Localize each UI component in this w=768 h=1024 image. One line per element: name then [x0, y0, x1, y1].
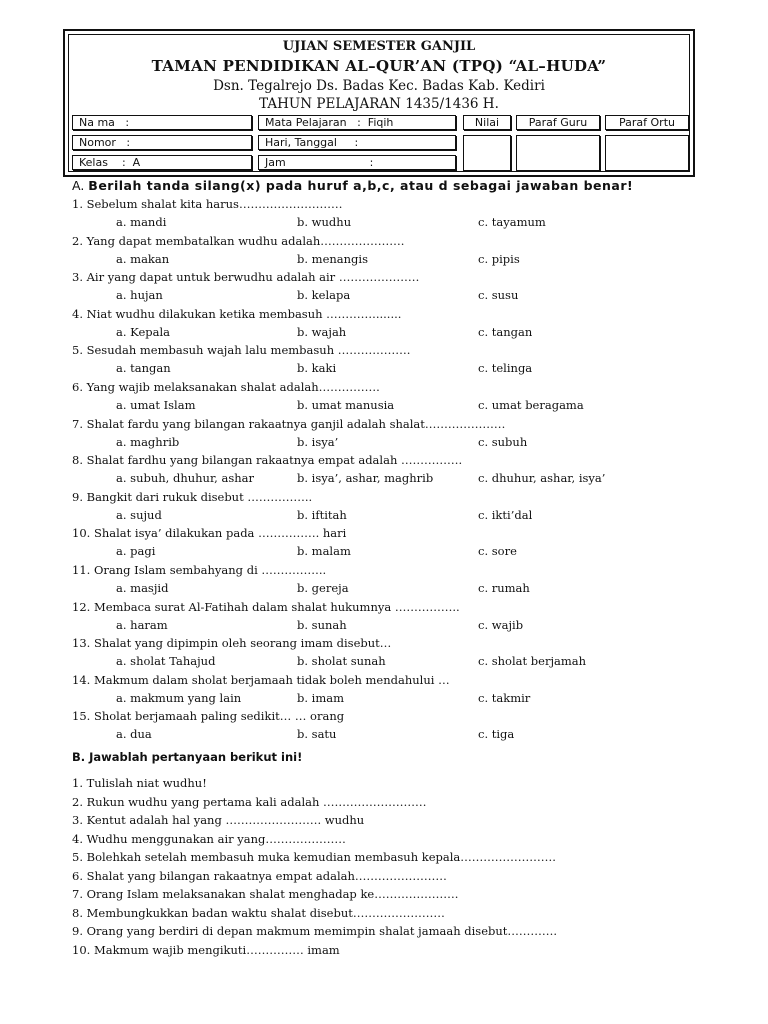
answer-option-b[interactable]: b. wajah — [297, 324, 347, 339]
score-header: Nilai — [463, 115, 511, 130]
answer-option-c[interactable]: c. tiga — [478, 727, 515, 742]
answer-option-b[interactable]: b. wudhu — [297, 215, 352, 229]
essay-question: 7. Orang Islam melaksanakan shalat menghadap ke…………………. — [72, 887, 459, 901]
class-field[interactable]: Kelas : A — [72, 155, 252, 170]
answer-option-a[interactable]: a. makmum yang lain — [116, 690, 242, 705]
question-text: 15. Sholat berjamaah paling sedikit… … orang — [72, 709, 345, 724]
answer-option-b[interactable]: b. isya’ — [297, 434, 339, 449]
section-a-prefix: A. — [72, 178, 85, 193]
essay-question: 1. Tulislah niat wudhu! — [72, 776, 207, 790]
answer-option-c[interactable]: c. sholat berjamah — [478, 654, 587, 669]
answer-option-b[interactable]: b. iftitah — [297, 507, 347, 522]
question-text: 6. Yang wajib melaksanakan shalat adalah……………. — [72, 380, 380, 394]
essay-question: 4. Wudhu menggunakan air yang………………… — [72, 831, 346, 846]
question-text: 2. Yang dapat membatalkan wudhu adalah…………………. — [72, 233, 405, 248]
question-text: 14. Makmum dalam sholat berjamaah tidak boleh mendahului … — [72, 672, 450, 687]
essay-question: 5. Bolehkah setelah membasuh muka kemudian membasuh kepala……………………. — [72, 850, 556, 864]
answer-option-b[interactable]: b. kelapa — [297, 288, 351, 303]
answer-option-c[interactable]: c. wajib — [478, 617, 524, 632]
answer-option-b[interactable]: b. imam — [297, 690, 345, 705]
answer-option-b[interactable]: b. sholat sunah — [297, 654, 386, 669]
answer-option-c[interactable]: c. takmir — [478, 690, 531, 705]
section-a-instruction — [72, 178, 633, 193]
answer-option-a[interactable]: a. pagi — [116, 544, 156, 559]
teacher-sign-header: Paraf Guru — [516, 115, 600, 130]
question-text: 1. Sebelum shalat kita harus……………………… — [72, 197, 343, 211]
answer-option-c[interactable]: c. tangan — [478, 324, 533, 339]
answer-option-a[interactable]: a. mandi — [116, 215, 167, 229]
answer-option-a[interactable]: a. hujan — [116, 288, 163, 303]
answer-option-b[interactable]: b. malam — [297, 544, 351, 559]
answer-option-c[interactable]: c. ikti’dal — [478, 507, 533, 522]
subject-field[interactable]: Mata Pelajaran : Fiqih — [258, 115, 456, 130]
school-address: Dsn. Tegalrejo Ds. Badas Kec. Badas Kab. Kediri — [213, 78, 545, 94]
question-text: 9. Bangkit dari rukuk disebut …………….. — [72, 489, 313, 504]
question-text: 8. Shalat fardhu yang bilangan rakaatnya empat adalah ……………. — [72, 453, 463, 468]
answer-option-b[interactable]: b. isya’, ashar, maghrib — [297, 471, 434, 486]
question-text: 13. Shalat yang dipimpin oleh seorang imam disebut… — [72, 636, 392, 651]
question-text: 4. Niat wudhu dilakukan ketika membasuh …………........ — [72, 306, 402, 321]
answer-option-c[interactable]: c. susu — [478, 288, 519, 303]
answer-option-a[interactable]: a. tangan — [116, 361, 171, 376]
teacher-sign-box[interactable] — [516, 135, 600, 171]
question-text: 7. Shalat fardu yang bilangan rakaatnya ganjil adalah shalat………………… — [72, 416, 506, 431]
name-field[interactable]: Na ma : — [72, 115, 252, 130]
time-field[interactable]: Jam : — [258, 155, 456, 170]
section-b-title: B. Jawablah pertanyaan berikut ini! — [72, 750, 303, 764]
answer-option-a[interactable]: a. makan — [116, 251, 170, 266]
essay-question: 6. Shalat yang bilangan rakaatnya empat adalah…………………… — [72, 868, 447, 883]
essay-question: 9. Orang yang berdiri di depan makmum memimpin shalat jamaah disebut…………. — [72, 924, 558, 938]
answer-option-c[interactable]: c. umat beragama — [478, 398, 584, 412]
answer-option-c[interactable]: c. rumah — [478, 581, 530, 595]
answer-option-b[interactable]: b. kaki — [297, 361, 337, 376]
answer-option-c[interactable]: c. tayamum — [478, 215, 546, 229]
essay-question: 10. Makmum wajib mengikuti…………… imam — [72, 942, 340, 957]
academic-year: TAHUN PELAJARAN 1435/1436 H. — [259, 96, 499, 112]
parent-sign-box[interactable] — [605, 135, 689, 171]
question-text: 3. Air yang dapat untuk berwudhu adalah air ………………… — [72, 270, 420, 285]
date-field[interactable]: Hari, Tanggal : — [258, 135, 456, 150]
school-name: TAMAN PENDIDIKAN AL–QUR’AN (TPQ) “AL–HUDA” — [151, 57, 607, 75]
answer-option-a[interactable]: a. haram — [116, 617, 168, 632]
answer-option-a[interactable]: a. umat Islam — [116, 398, 196, 412]
answer-option-c[interactable]: c. sore — [478, 544, 517, 559]
answer-option-b[interactable]: b. umat manusia — [297, 398, 395, 412]
answer-option-b[interactable]: b. gereja — [297, 581, 349, 595]
question-text: 5. Sesudah membasuh wajah lalu membasuh ………………. — [72, 343, 411, 358]
exam-title: UJIAN SEMESTER GANJIL — [282, 39, 476, 54]
question-text: 12. Membaca surat Al-Fatihah dalam shalat hukumnya …………….. — [72, 599, 460, 614]
section-a-text: Berilah tanda silang(x) pada huruf a,b,c, atau d sebagai jawaban benar! — [88, 178, 634, 193]
answer-option-b[interactable]: b. satu — [297, 727, 337, 742]
number-field[interactable]: Nomor : — [72, 135, 252, 150]
answer-option-b[interactable]: b. sunah — [297, 617, 347, 632]
answer-option-c[interactable]: c. dhuhur, ashar, isya’ — [478, 471, 606, 486]
answer-option-c[interactable]: c. subuh — [478, 434, 528, 449]
parent-sign-header: Paraf Ortu — [605, 115, 689, 130]
answer-option-a[interactable]: a. maghrib — [116, 434, 180, 449]
essay-question: 3. Kentut adalah hal yang ……………………. wudhu — [72, 813, 365, 827]
question-text: 10. Shalat isya’ dilakukan pada ……………. hari — [72, 526, 347, 541]
answer-option-b[interactable]: b. menangis — [297, 251, 368, 266]
answer-option-a[interactable]: a. sujud — [116, 507, 162, 522]
score-box[interactable] — [463, 135, 511, 171]
answer-option-a[interactable]: a. Kepala — [116, 324, 171, 339]
question-text: 11. Orang Islam sembahyang di …………….. — [72, 563, 327, 577]
essay-question: 8. Membungkukkan badan waktu shalat disebut…………………… — [72, 905, 445, 920]
answer-option-c[interactable]: c. pipis — [478, 251, 520, 266]
answer-option-a[interactable]: a. dua — [116, 727, 152, 742]
answer-option-a[interactable]: a. sholat Tahajud — [116, 654, 216, 669]
answer-option-c[interactable]: c. telinga — [478, 361, 533, 376]
answer-option-a[interactable]: a. subuh, dhuhur, ashar — [116, 471, 255, 486]
answer-option-a[interactable]: a. masjid — [116, 581, 169, 595]
essay-question: 2. Rukun wudhu yang pertama kali adalah ……………………… — [72, 794, 427, 809]
